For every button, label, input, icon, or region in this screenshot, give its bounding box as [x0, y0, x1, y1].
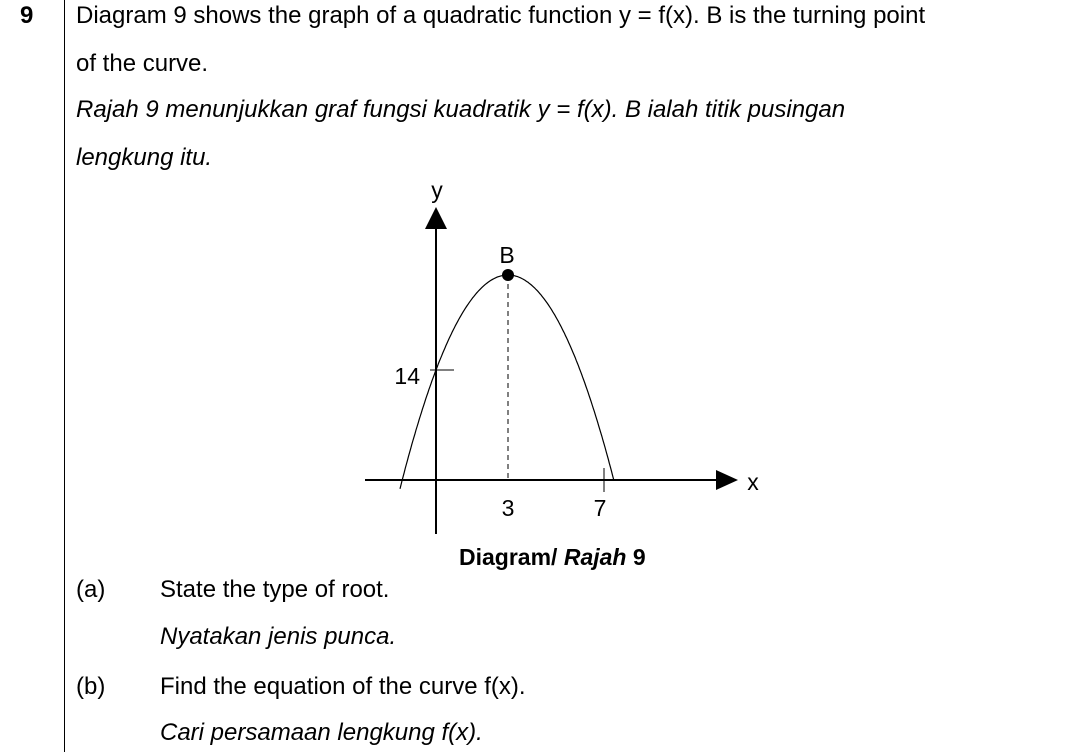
turning-point-marker	[502, 269, 514, 281]
y-axis-label: y	[431, 177, 443, 203]
y-tick-label-14: 14	[394, 363, 420, 389]
part-a-text-en: State the type of root.	[160, 576, 390, 603]
y-axis-arrow	[425, 207, 447, 229]
part-b-text-ms: Cari persamaan lengkung f(x).	[160, 719, 483, 746]
x-axis-arrow	[716, 470, 738, 490]
question-text-ms-line1: Rajah 9 menunjukkan graf fungsi kuadratik y = f(x). B ialah titik pusingan	[76, 96, 846, 123]
question-number: 9	[20, 2, 34, 29]
turning-point-label: B	[499, 242, 515, 268]
part-b-label: (b)	[76, 673, 106, 700]
x-tick-label-3: 3	[501, 495, 515, 521]
question-text-en-line2: of the curve.	[76, 50, 209, 77]
diagram-caption	[459, 544, 646, 571]
question-text-ms-line2: lengkung itu.	[76, 144, 213, 171]
x-axis-label: x	[747, 469, 759, 495]
question-text-en-line1: Diagram 9 shows the graph of a quadratic function y = f(x). B is the turning point	[76, 2, 926, 29]
caption-number: 9	[626, 544, 646, 570]
part-a-text-ms: Nyatakan jenis punca.	[160, 623, 397, 650]
part-a-label: (a)	[76, 576, 106, 603]
parabola-curve	[400, 275, 614, 489]
axes	[365, 207, 738, 534]
part-b-text-en: Find the equation of the curve f(x).	[160, 673, 526, 700]
caption-ms: Rajah	[563, 544, 627, 570]
caption-en: Diagram/	[459, 544, 558, 570]
x-tick-label-7: 7	[593, 495, 607, 521]
